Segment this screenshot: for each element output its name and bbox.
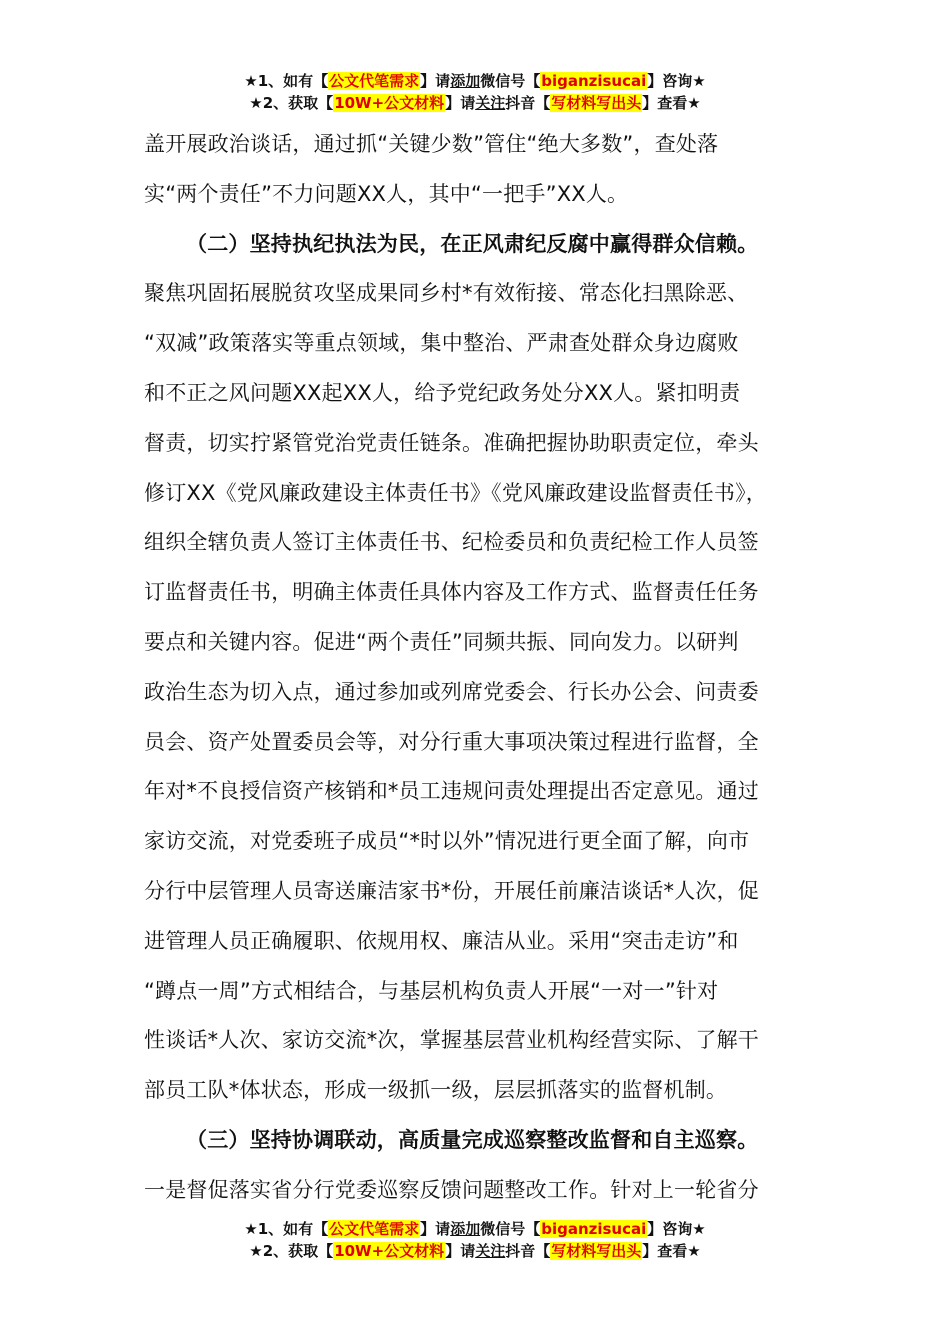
highlight-service: 公文代笔需求 bbox=[329, 1220, 420, 1238]
section-heading: （二）坚持执纪执法为民，在正风肃纪反腐中赢得群众信赖。 bbox=[186, 231, 759, 256]
body-line: 政治生态为切入点，通过参加或列席党委会、行长办公会、问责委 bbox=[144, 679, 759, 704]
body-line: 分行中层管理人员寄送廉洁家书*份，开展任前廉洁谈话*人次，促 bbox=[144, 878, 759, 903]
body-line: 一是督促落实省分行党委巡察反馈问题整改工作。针对上一轮省分 bbox=[144, 1177, 759, 1202]
body-line: 和不正之风问题XX起XX人，给予党纪政务处分XX人。紧扣明责 bbox=[144, 380, 741, 405]
section-heading: （三）坚持协调联动，高质量完成巡察整改监督和自主巡察。 bbox=[186, 1127, 759, 1152]
highlight-service: 公文代笔需求 bbox=[329, 72, 420, 90]
body-line: 部员工队*体状态，形成一级抓一级，层层抓落实的监督机制。 bbox=[144, 1078, 728, 1103]
promo-line-2: ★2、获取【10W+公文材料】请关注抖音【写材料写出头】查看★ bbox=[249, 94, 701, 112]
body-line: 督责，切实拧紧管党治党责任链条。准确把握协助职责定位，牵头 bbox=[144, 430, 759, 455]
body-line: “双减”政策落实等重点领域，集中整治、严肃查处群众身边腐败 bbox=[144, 331, 739, 356]
highlight-account: 写材料写出头 bbox=[551, 94, 642, 112]
body-line: 组织全辖负责人签订主体责任书、纪检委员和负责纪检工作人员签 bbox=[144, 530, 759, 555]
highlight-materials: 10W+公文材料 bbox=[334, 94, 445, 112]
highlight-wechat-id: biganzisucai bbox=[541, 72, 647, 90]
body-line: 性谈话*人次、家访交流*次，掌握基层营业机构经营实际、了解干 bbox=[144, 1028, 759, 1053]
body-line: 要点和关键内容。促进“两个责任”同频共振、同向发力。以研判 bbox=[144, 629, 739, 654]
body-line: 员会、资产处置委员会等，对分行重大事项决策过程进行监督，全 bbox=[144, 729, 759, 754]
body-line: 年对*不良授信资产核销和*员工违规问责处理提出否定意见。通过 bbox=[144, 779, 759, 804]
body-line: 修订XX《党风廉政建设主体责任书》《党风廉政建设监督责任书》， bbox=[144, 480, 767, 505]
body-line: 实“两个责任”不力问题XX人，其中“一把手”XX人。 bbox=[144, 181, 629, 206]
promo-line-1: ★1、如有【公文代笔需求】请添加微信号【biganzisucai】咨询★ bbox=[244, 72, 706, 90]
document-body bbox=[144, 120, 812, 1216]
highlight-account: 写材料写出头 bbox=[551, 1242, 642, 1260]
header-promo-banner bbox=[0, 70, 950, 114]
promo-line-1: ★1、如有【公文代笔需求】请添加微信号【biganzisucai】咨询★ bbox=[244, 1220, 706, 1238]
highlight-wechat-id: biganzisucai bbox=[541, 1220, 647, 1238]
body-line: 聚焦巩固拓展脱贫攻坚成果同乡村*有效衔接、常态化扫黑除恶、 bbox=[144, 281, 749, 306]
body-line: “蹲点一周”方式相结合，与基层机构负责人开展“一对一”针对 bbox=[144, 978, 719, 1003]
highlight-materials: 10W+公文材料 bbox=[334, 1242, 445, 1260]
body-line: 订监督责任书，明确主体责任具体内容及工作方式、监督责任任务 bbox=[144, 580, 759, 605]
footer-promo-banner bbox=[0, 1218, 950, 1262]
promo-line-2: ★2、获取【10W+公文材料】请关注抖音【写材料写出头】查看★ bbox=[249, 1242, 701, 1260]
body-line: 盖开展政治谈话，通过抓“关键少数”管住“绝大多数”，查处落 bbox=[144, 132, 719, 156]
body-line: 进管理人员正确履职、依规用权、廉洁从业。采用“突击走访”和 bbox=[144, 928, 739, 953]
body-line: 家访交流，对党委班子成员“*时以外”情况进行更全面了解，向市 bbox=[144, 829, 750, 854]
